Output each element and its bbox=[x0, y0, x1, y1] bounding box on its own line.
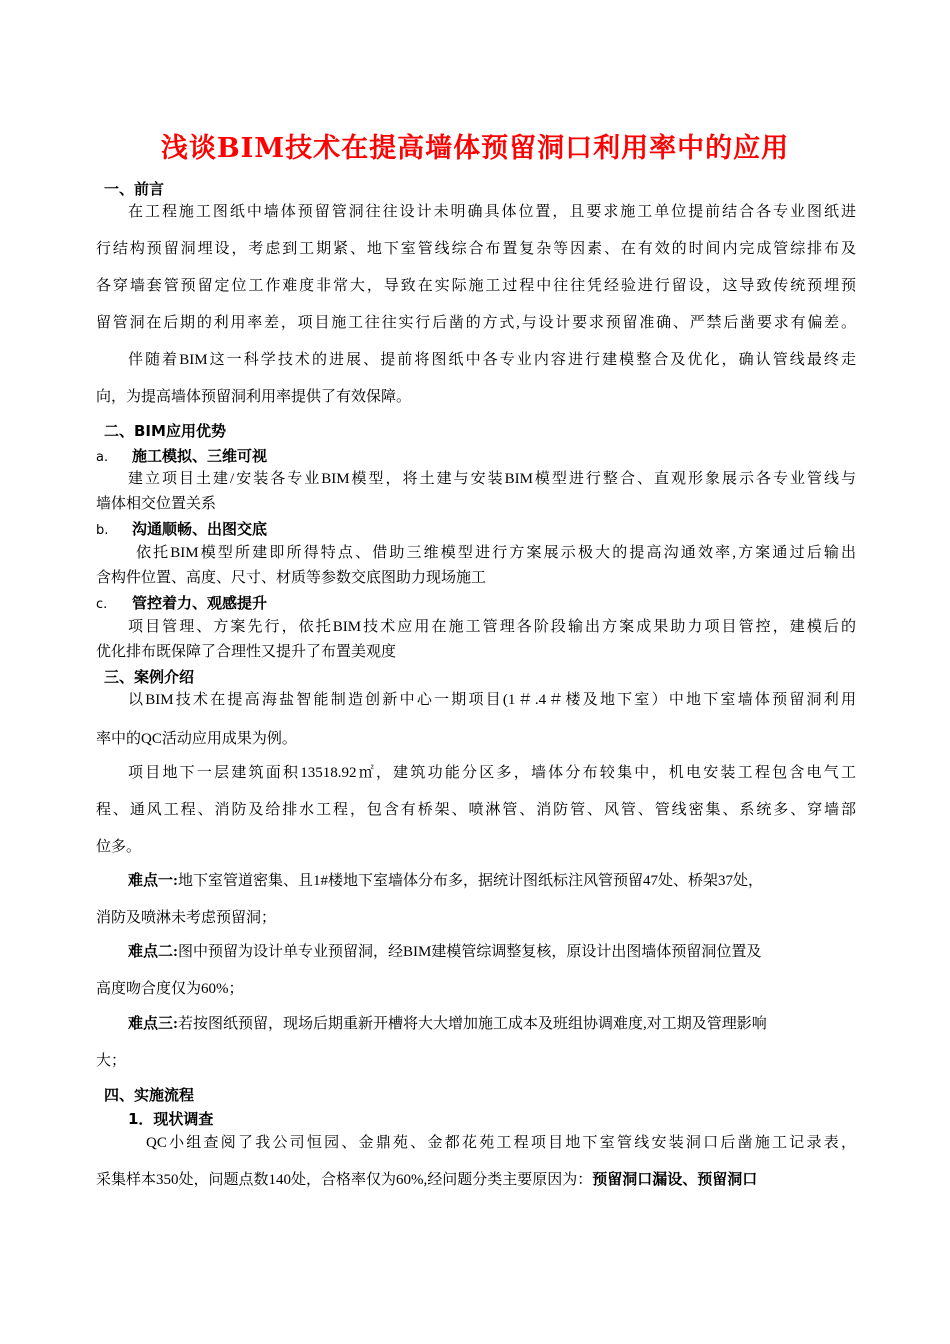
difficulty-text: 若按图纸预留，现场后期重新开槽将大大增加施工成本及班组协调难度,对工期及管理影响 bbox=[178, 1016, 767, 1032]
section-heading-bim-advantages: 二、BIM应用优势 bbox=[104, 422, 226, 440]
paragraph-line: QC小组查阅了我公司恒园、金鼎苑、金都花苑工程项目地下室管线安装洞口后凿施工记录表， bbox=[146, 1135, 856, 1151]
paragraph-line: 墙体相交位置关系 bbox=[96, 496, 217, 512]
paragraph-line: 项目地下一层建筑面积13518.92㎡，建筑功能分区多，墙体分布较集中，机电安装工程包含电气工 bbox=[128, 765, 856, 781]
paragraph-line: 伴随着BIM这一科学技术的进展、提前将图纸中各专业内容进行建模整合及优化，确认管线最终走 bbox=[128, 352, 856, 368]
list-item-a bbox=[96, 445, 267, 466]
difficulty-label: 难点二: bbox=[128, 944, 178, 960]
difficulty-label: 难点三: bbox=[128, 1016, 178, 1032]
paragraph-line: 消防及喷淋未考虑预留洞； bbox=[96, 910, 277, 926]
list-item-title: 施工模拟、三维可视 bbox=[132, 447, 268, 465]
paragraph-line: 行结构预留洞埋设，考虑到工期紧、地下室管线综合布置复杂等因素、在有效的时间内完成管综排布及 bbox=[96, 241, 856, 257]
paragraph-line: 以BIM技术在提高海盐智能制造创新中心一期项目(1＃.4＃楼及地下室）中地下室墙体预留洞利用 bbox=[128, 692, 856, 708]
paragraph-text: 采集样本350处，问题点数140处，合格率仅为60%,经问题分类主要原因为： bbox=[96, 1172, 593, 1188]
list-item-title: 沟通顺畅、出图交底 bbox=[132, 520, 268, 538]
section-heading-case-intro: 三、案例介绍 bbox=[104, 668, 195, 686]
difficulty-text: 地下室管道密集、且1#楼地下室墙体分布多，据统计图纸标注风管预留47处、桥架37处， bbox=[178, 873, 764, 889]
paragraph-line: 依托BIM模型所建即所得特点、借助三维模型进行方案展示极大的提高沟通效率,方案通过后输出 bbox=[136, 545, 856, 561]
paragraph-line-mixed bbox=[96, 1170, 856, 1190]
difficulty-one bbox=[96, 871, 856, 891]
list-item-c bbox=[96, 592, 267, 613]
paragraph-line: 向，为提高墙体预留洞利用率提供了有效保障。 bbox=[96, 389, 412, 405]
paragraph-line: 含构件位置、高度、尺寸、材质等参数交底图助力现场施工 bbox=[96, 570, 487, 586]
paragraph-line: 位多。 bbox=[96, 839, 142, 855]
paragraph-line: 在工程施工图纸中墙体预留管洞往往设计未明确具体位置，且要求施工单位提前结合各专业图纸进 bbox=[128, 204, 856, 220]
difficulty-three bbox=[96, 1014, 856, 1034]
paragraph-line: 留管洞在后期的利用率差，项目施工往往实行后凿的方式,与设计要求预留准确、严禁后凿要求有偏差。 bbox=[96, 315, 856, 331]
difficulty-two bbox=[96, 942, 856, 962]
list-item-title: 管控着力、观感提升 bbox=[132, 594, 268, 612]
section-heading-implementation: 四、实施流程 bbox=[104, 1086, 195, 1104]
difficulty-text: 图中预留为设计单专业预留洞，经BIM建模管综调整复核，原设计出图墙体预留洞位置及 bbox=[178, 944, 762, 960]
subsection-heading-survey: 1．现状调查 bbox=[128, 1110, 214, 1128]
paragraph-line: 项目管理、方案先行，依托BIM技术应用在施工管理各阶段输出方案成果助力项目管控，建模后的 bbox=[128, 619, 856, 635]
paragraph-line: 各穿墙套管预留定位工作难度非常大，导致在实际施工过程中往往凭经验进行留设，这导致传统预埋预 bbox=[96, 278, 856, 294]
list-marker: a. bbox=[96, 450, 109, 465]
difficulty-label: 难点一: bbox=[128, 873, 178, 889]
paragraph-line: 大； bbox=[96, 1053, 127, 1069]
paragraph-line: 优化排布既保障了合理性又提升了布置美观度 bbox=[96, 644, 397, 660]
list-item-b bbox=[96, 518, 267, 539]
paragraph-line: 程、通风工程、消防及给排水工程，包含有桥架、喷淋管、消防管、风管、管线密集、系统多、穿墙部 bbox=[96, 802, 856, 818]
document-title: 浅谈BIM技术在提高墙体预留洞口利用率中的应用 bbox=[160, 133, 790, 164]
paragraph-line: 建立项目土建/安装各专业BIM模型，将土建与安装BIM模型进行整合、直观形象展示各专业管线与 bbox=[128, 471, 856, 487]
list-marker: c. bbox=[96, 597, 108, 612]
paragraph-emphasis: 预留洞口漏设、预留洞口 bbox=[592, 1172, 758, 1188]
paragraph-line: 高度吻合度仅为60%； bbox=[96, 981, 244, 997]
section-heading-preface: 一、前言 bbox=[104, 180, 165, 198]
list-marker: b. bbox=[96, 523, 109, 538]
paragraph-line: 率中的QC活动应用成果为例。 bbox=[96, 731, 297, 747]
